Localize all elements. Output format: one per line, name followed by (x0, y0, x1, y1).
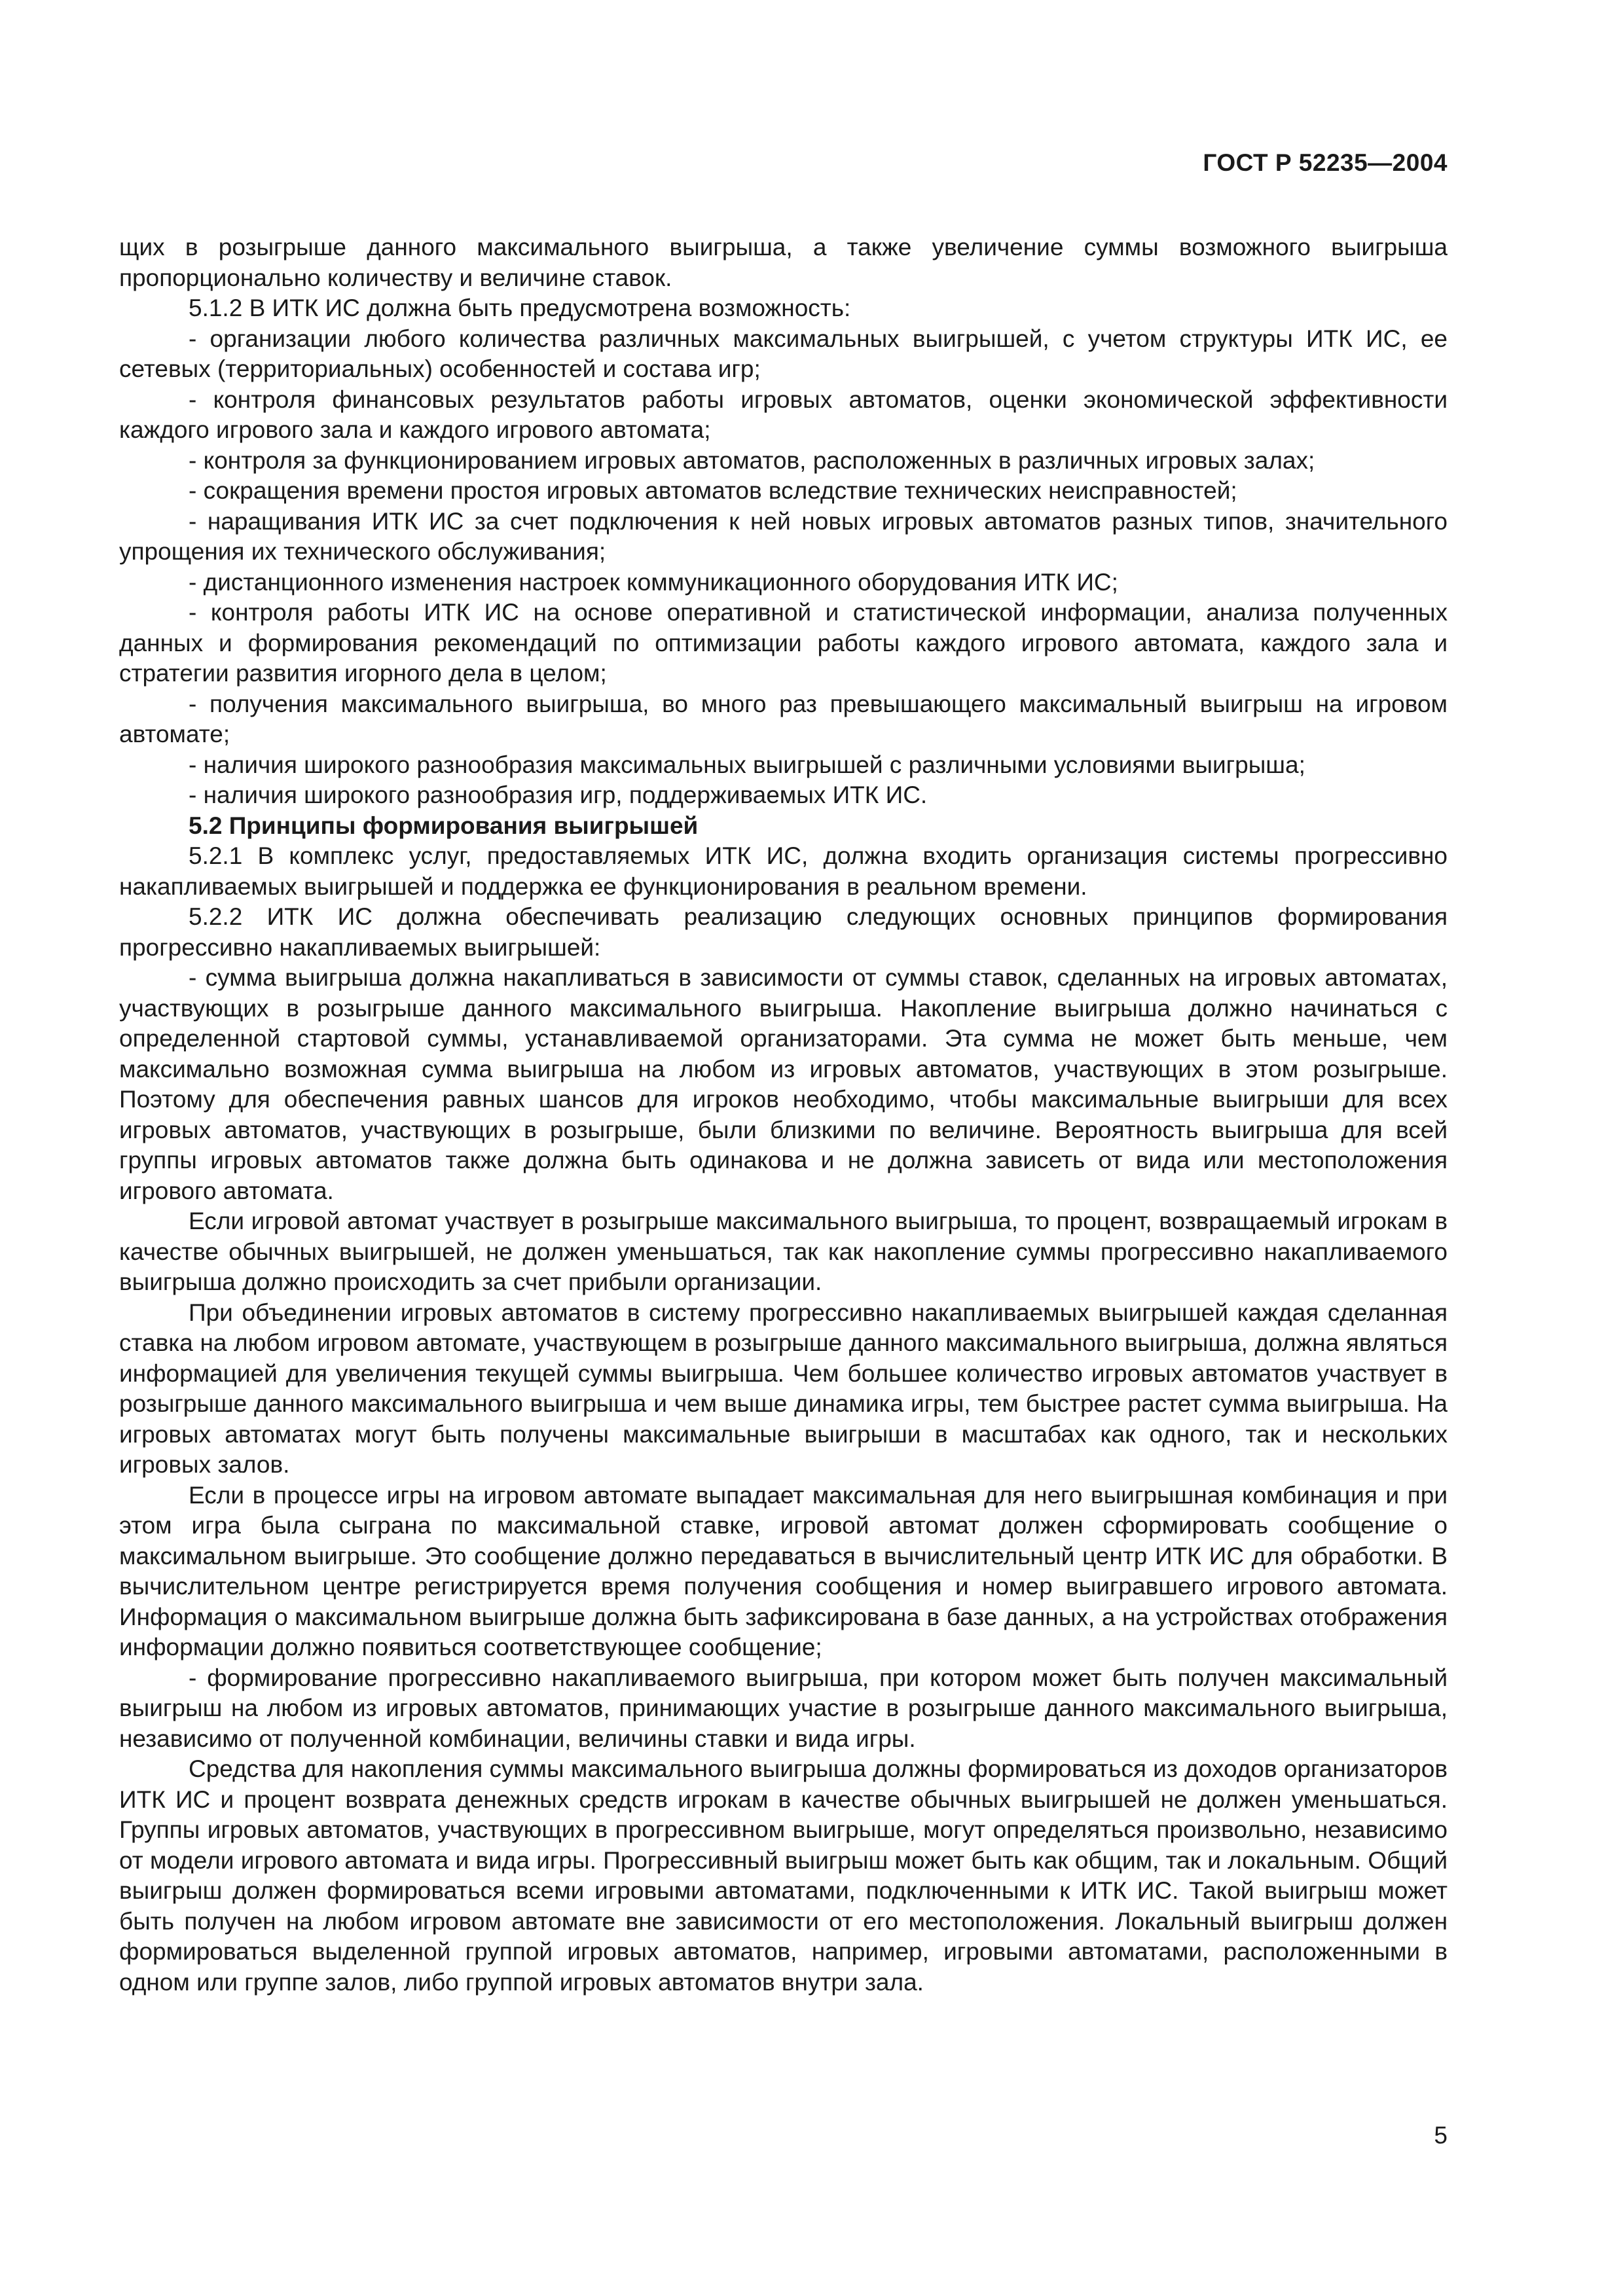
list-item: - наличия широкого разнообразия максимальных выигрышей с различными условиями выигрыша; (189, 751, 1305, 778)
list-item: - сокращения времени простоя игровых автоматов вследствие технических неисправностей; (189, 477, 1237, 504)
section-heading: 5.2 Принципы формирования выигрышей (189, 812, 699, 839)
list-item: - сумма выигрыша должна накапливаться в зависимости от суммы ставок, сделанных на игровых автоматах, участвующих в розыгрыше данного максимального выигрыша. Накопление выигрыша должно начинаться с определенной стартовой суммы, устанавливаемой организаторами. Эта сумма не может быть меньше, чем максимально возможная сумма выигрыша на любом из игровых автоматов, участвующих в этом розыгрыше. Поэтому для обеспечения равных шансов для игроков необходимо, чтобы максимальные выигрыши для всех игровых автоматов, участвующих в розыгрыше, были близкими по величине. Вероятность выигрыша для всей группы игровых автоматов также должна быть одинакова и не должна зависеть от вида или местоположения игрового автомата. (119, 964, 1448, 1204)
list-item: - дистанционного изменения настроек коммуникационного оборудования ИТК ИС; (189, 568, 1118, 596)
list-item: - контроля финансовых результатов работы игровых автоматов, оценки экономической эффективности каждого игрового зала и каждого игрового автомата; (119, 386, 1448, 443)
paragraph: 5.2.2 ИТК ИС должна обеспечивать реализацию следующих основных принципов формирования прогрессивно накапливаемых выигрышей: (119, 903, 1448, 961)
paragraph: 5.2.1 В комплекс услуг, предоставляемых ИТК ИС, должна входить организация системы прогрессивно накапливаемых выигрышей и поддержка ее функционирования в реальном времени. (119, 842, 1448, 900)
paragraph: При объединении игровых автоматов в систему прогрессивно накапливаемых выигрышей каждая сделанная ставка на любом игровом автомате, участвующем в розыгрыше данного максимального выигрыша, должна являться информацией для увеличения текущей суммы выигрыша. Чем большее количество игровых автоматов участвует в розыгрыше данного максимального выигрыша и чем выше динамика игры, тем быстрее растет сумма выигрыша. На игровых автоматах могут быть получены максимальные выигрыши в масштабах как одного, так и нескольких игровых залов. (119, 1299, 1448, 1478)
list-item: - получения максимального выигрыша, во много раз превышающего максимальный выигрыш на игровом автомате; (119, 690, 1448, 747)
document-code-header: ГОСТ Р 52235—2004 (1203, 149, 1448, 176)
paragraph: Средства для накопления суммы максимального выигрыша должны формироваться из доходов организаторов ИТК ИС и процент возврата денежных средств игрокам в качестве обычных выигрышей не должен уменьшаться. Группы игровых автоматов, участвующих в прогрессивном выигрыше, могут определяться произвольно, независимо от модели игрового автомата и вида игры. Прогрессивный выигрыш может быть как общим, так и локальным. Общий выигрыш должен формироваться всеми игровыми автоматами, подключенными к ИТК ИС. Такой выигрыш может быть получен на любом игровом автомате вне зависимости от его местоположения. Локальный выигрыш должен формироваться выделенной группой игровых автоматов, например, игровыми автоматами, расположенными в одном или группе залов, либо группой игровых автоматов внутри зала. (119, 1755, 1448, 1996)
page-number: 5 (1434, 2122, 1448, 2149)
paragraph: щих в розыгрыше данного максимального выигрыша, а также увеличение суммы возможного выигрыша пропорционально количеству и величине ставок. (119, 234, 1448, 291)
paragraph: Если игровой автомат участвует в розыгрыше максимального выигрыша, то процент, возвращаемый игрокам в качестве обычных выигрышей, не должен уменьшаться, так как накопление суммы прогрессивно накапливаемого выигрыша должно происходить за счет прибыли организации. (119, 1208, 1448, 1295)
list-item: - контроля работы ИТК ИС на основе оперативной и статистической информации, анализа полученных данных и формирования рекомендаций по оптимизации работы каждого игрового автомата, каждого зала и стратегии развития игорного дела в целом; (119, 599, 1448, 687)
list-item: - наличия широкого разнообразия игр, поддерживаемых ИТК ИС. (189, 781, 928, 808)
list-item: - организации любого количества различных максимальных выигрышей, с учетом структуры ИТК ИС, ее сетевых (территориальных) особенностей и состава игр; (119, 325, 1448, 382)
list-item: - наращивания ИТК ИС за счет подключения к ней новых игровых автоматов разных типов, значительного упрощения их технического обслуживания; (119, 507, 1448, 565)
list-item: - формирование прогрессивно накапливаемого выигрыша, при котором может быть получен максимальный выигрыш на любом из игровых автоматов, принимающих участие в розыгрыше данного максимального выигрыша, независимо от полученной комбинации, величины ставки и вида игры. (119, 1664, 1448, 1752)
paragraph: Если в процессе игры на игровом автомате выпадает максимальная для него выигрышная комбинация и при этом игра была сыграна по максимальной ставке, игровой автомат должен сформировать сообщение о максимальном выигрыше. Это сообщение должно передаваться в вычислительный центр ИТК ИС для обработки. В вычислительном центре регистрируется время получения сообщения и номер выигравшего игрового автомата. Информация о максимальном выигрыше должна быть зафиксирована в базе данных, а на устройствах отображения информации должно появиться соответствующее сообщение; (119, 1481, 1448, 1660)
document-body (119, 232, 1448, 1998)
paragraph: 5.1.2 В ИТК ИС должна быть предусмотрена возможность: (189, 295, 851, 321)
list-item: - контроля за функционированием игровых автоматов, расположенных в различных игровых залах; (189, 446, 1315, 474)
